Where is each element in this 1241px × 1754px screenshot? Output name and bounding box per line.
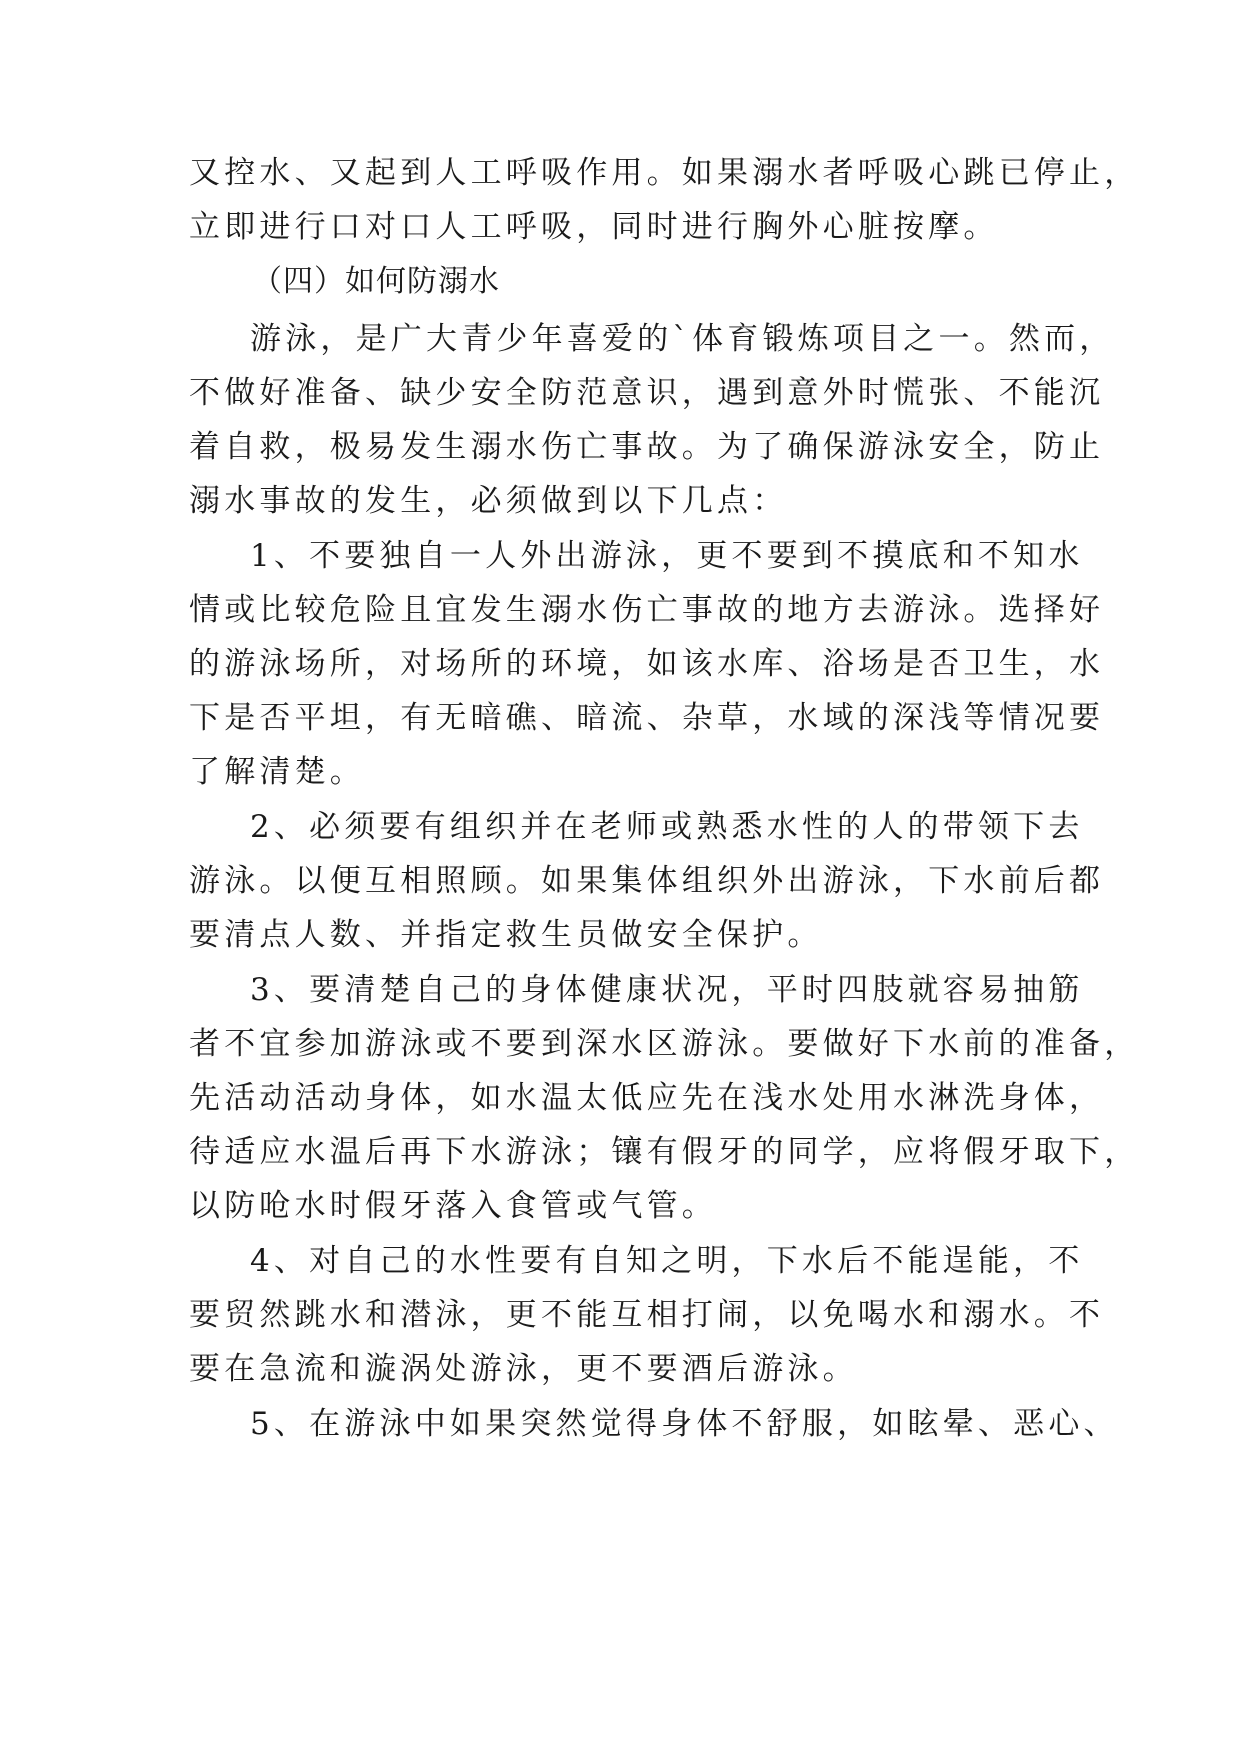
body-text-line: 先活动活动身体，如水温太低应先在浅水处用水淋洗身体， <box>189 1080 1105 1116</box>
body-text-line: 着自救，极易发生溺水伤亡事故。为了确保游泳安全，防止 <box>189 429 1105 465</box>
list-item-start-line: 5、在游泳中如果突然觉得身体不舒服，如眩晕、恶心、 <box>250 1406 1119 1442</box>
body-text-line: 立即进行口对口人工呼吸，同时进行胸外心脏按摩。 <box>189 209 999 245</box>
list-item-start-line: 3、要清楚自己的身体健康状况，平时四肢就容易抽筋 <box>250 972 1084 1008</box>
body-text-line: 要贸然跳水和潜泳，更不能互相打闹，以免喝水和溺水。不 <box>189 1297 1105 1333</box>
body-text-line: 下是否平坦，有无暗礁、暗流、杂草，水域的深浅等情况要 <box>189 700 1105 736</box>
body-text-line: 又控水、又起到人工呼吸作用。如果溺水者呼吸心跳已停止， <box>189 155 1140 191</box>
list-item-start-line: 1、不要独自一人外出游泳，更不要到不摸底和不知水 <box>250 538 1084 574</box>
body-text-line: 游泳。以便互相照顾。如果集体组织外出游泳，下水前后都 <box>189 863 1105 899</box>
list-item-start-line: 4、对自己的水性要有自知之明，下水后不能逞能，不 <box>250 1243 1084 1279</box>
list-item-start-line: 2、必须要有组织并在老师或熟悉水性的人的带领下去 <box>250 809 1084 845</box>
body-text-line: 以防呛水时假牙落入食管或气管。 <box>189 1188 717 1224</box>
body-text-line: 要在急流和漩涡处游泳，更不要酒后游泳。 <box>189 1351 858 1387</box>
body-text-line: 者不宜参加游泳或不要到深水区游泳。要做好下水前的准备， <box>189 1026 1140 1062</box>
body-text-line: 待适应水温后再下水游泳；镶有假牙的同学，应将假牙取下， <box>189 1134 1140 1170</box>
body-text-line: 不做好准备、缺少安全防范意识，遇到意外时慌张、不能沉 <box>189 375 1105 411</box>
body-text-line: 溺水事故的发生，必须做到以下几点： <box>189 483 788 519</box>
paragraph-start-line: 游泳，是广大青少年喜爱的`体育锻炼项目之一。然而， <box>250 321 1115 357</box>
body-text-line: 的游泳场所，对场所的环境，如该水库、浴场是否卫生，水 <box>189 646 1105 682</box>
section-heading: （四）如何防溺水 <box>252 264 500 299</box>
body-text-line: 情或比较危险且宜发生溺水伤亡事故的地方去游泳。选择好 <box>189 592 1105 628</box>
body-text-line: 了解清楚。 <box>189 754 365 790</box>
body-text-line: 要清点人数、并指定救生员做安全保护。 <box>189 917 823 953</box>
